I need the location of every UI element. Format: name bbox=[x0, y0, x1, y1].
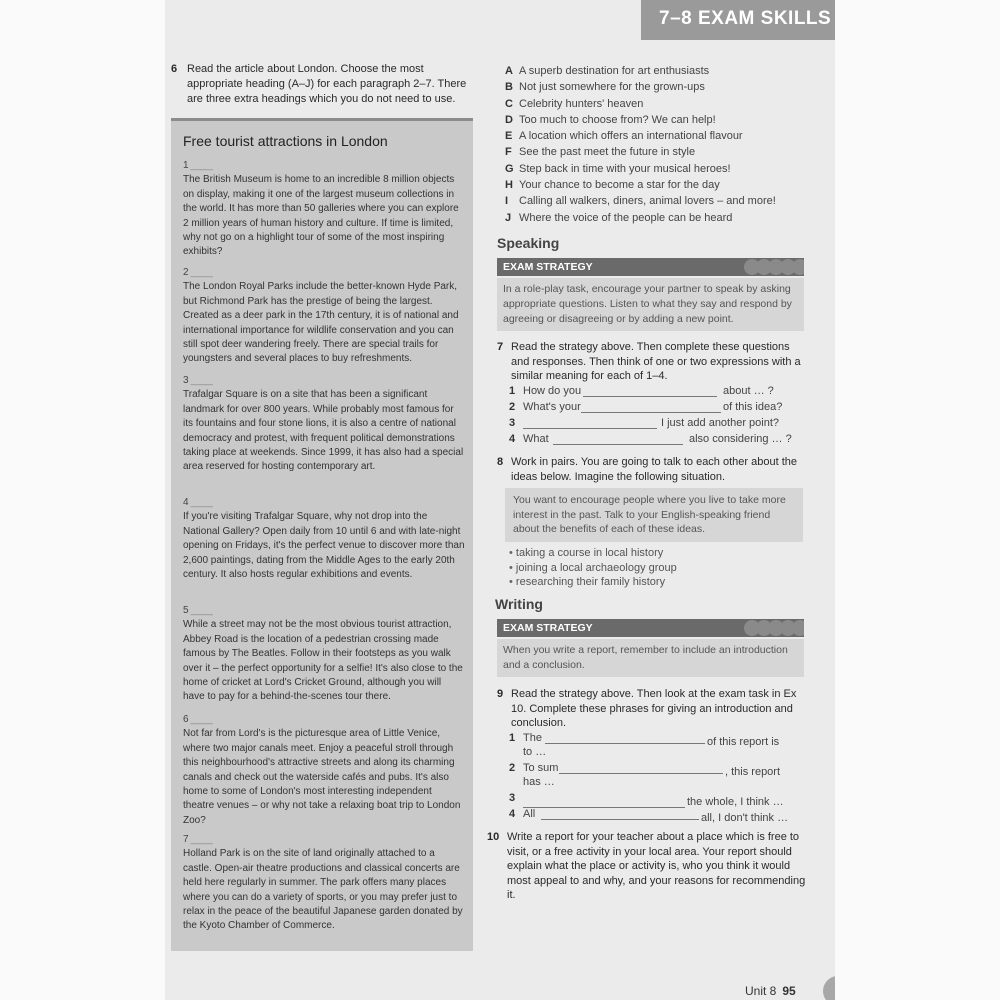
speaking-heading: Speaking bbox=[497, 235, 560, 251]
list-item: • researching their family history bbox=[509, 575, 799, 590]
writing-strategy-box: When you write a report, remember to include an introduction and a conclusion. bbox=[497, 639, 804, 677]
paragraph-number: 2 ____ bbox=[183, 266, 465, 280]
answer-blank[interactable] bbox=[541, 808, 699, 820]
list-item: • taking a course in local history bbox=[509, 546, 799, 561]
corner-tab bbox=[823, 976, 835, 1000]
paragraph-number: 5 ____ bbox=[183, 604, 465, 618]
section-banner: 7–8 EXAM SKILLS bbox=[641, 0, 835, 40]
decorative-dots bbox=[744, 258, 804, 276]
list-item: • joining a local archaeology group bbox=[509, 561, 799, 576]
question-number: 7 bbox=[497, 341, 504, 353]
answer-blank[interactable] bbox=[545, 732, 705, 744]
writing-strategy-bar: EXAM STRATEGY bbox=[497, 619, 804, 637]
question-text: Work in pairs. You are going to talk to each other about the ideas below. Imagine the following situation. bbox=[511, 456, 797, 483]
paragraph-number: 1 ____ bbox=[183, 159, 465, 173]
article-paragraph bbox=[183, 833, 465, 934]
question-text: Read the strategy above. Then complete these questions and responses. Then think of one or two expressions with a similar meaning for each of 1–4. bbox=[511, 341, 801, 382]
heading-option: B Not just somewhere for the grown-ups bbox=[505, 81, 705, 94]
article-paragraph bbox=[183, 604, 465, 705]
paragraph-number: 6 ____ bbox=[183, 713, 465, 727]
heading-option: F See the past meet the future in style bbox=[505, 146, 696, 159]
article-paragraph bbox=[183, 266, 465, 367]
unit-label: Unit 8 bbox=[745, 984, 777, 998]
ideas-list bbox=[509, 546, 799, 590]
page-number: 95 bbox=[782, 984, 796, 998]
article-paragraph bbox=[183, 713, 465, 828]
question-9 bbox=[497, 687, 807, 729]
fill-in-item: 1 The of this report is to … bbox=[509, 732, 780, 758]
fill-in-item: 3 I just add another point? bbox=[509, 417, 780, 429]
paragraph-text: The London Royal Parks include the better-known Hyde Park, but Richmond Park has the prestige of being the largest. Created as a deer park in the 17th century, it is of national and international importance for wildlife conservation and you can still spot deer wandering freely. There are special trails for youngsters and several places to buy refreshments. bbox=[183, 281, 459, 365]
question-number: 8 bbox=[497, 456, 504, 468]
paragraph-number: 3 ____ bbox=[183, 374, 465, 388]
headings-list bbox=[505, 63, 825, 226]
fill-in-item: 2 To sum , this report has … bbox=[509, 762, 781, 788]
question-8 bbox=[497, 455, 807, 483]
speaking-strategy-box: In a role-play task, encourage your partner to speak by asking appropriate questions. Listen to what they say and respond by agreeing or disagreeing or by adding a new point. bbox=[497, 278, 804, 331]
heading-option: I Calling all walkers, diners, animal lovers – and more! bbox=[505, 195, 776, 208]
answer-blank[interactable] bbox=[583, 385, 717, 397]
answer-blank[interactable] bbox=[523, 417, 657, 429]
fill-in-item: 3 the whole, I think … bbox=[509, 792, 784, 808]
question-10 bbox=[487, 830, 809, 901]
paragraph-number: 7 ____ bbox=[183, 833, 465, 847]
heading-option: C Celebrity hunters' heaven bbox=[505, 97, 644, 110]
heading-option: J Where the voice of the people can be heard bbox=[505, 211, 733, 224]
page-footer bbox=[745, 984, 796, 998]
heading-option: H Your chance to become a star for the day bbox=[505, 179, 720, 192]
paragraph-text: The British Museum is home to an incredible 8 million objects on display, making it one of the largest museum collections in the world. It has more than 50 galleries where you can explore 2 million years of human history and culture. If time is limited, why not go on a highlight tour of some of the most inspiring exhibits? bbox=[183, 174, 459, 258]
answer-blank[interactable] bbox=[523, 796, 685, 808]
right-margin bbox=[835, 0, 1000, 1000]
paragraph-text: While a street may not be the most obvious tourist attraction, Abbey Road is the location of a pedestrian crossing made famous by The Beatles. Follow in their footsteps as you walk over it – the perfect opportunity for a selfie! It's also close to the home of cricket at Lord's Cricket Ground, although you will have to pay for a behind-the-scenes tour there. bbox=[183, 619, 463, 703]
heading-option: G Step back in time with your musical heroes! bbox=[505, 162, 731, 175]
writing-heading: Writing bbox=[495, 596, 543, 612]
article-paragraph bbox=[183, 159, 465, 260]
paragraph-text: Holland Park is on the site of land originally attached to a castle. Open-air theatre productions and classical concerts are held here regularly in summer. The park offers many places where you can do a variety of sports, or you may prefer just to relax in the peace of the beautiful Japanese garden donated by the Kyoto Chamber of Commerce. bbox=[183, 848, 463, 932]
paragraph-text: Not far from Lord's is the picturesque area of Little Venice, where two major canals meet. Enjoy a peaceful stroll through this neighbourhood's attractive streets and along its charming canals and check out the waterside cafés and pubs. It's also home to some of London's most interesting independent theatre venues – or why not take a relaxing boat trip to London Zoo? bbox=[183, 728, 461, 826]
answer-blank[interactable] bbox=[553, 433, 683, 445]
question-number: 10 bbox=[487, 831, 500, 843]
textbook-page bbox=[165, 0, 835, 1000]
situation-box: You want to encourage people where you live to take more interest in the past. Talk to your English-speaking friend about the benefits of each of these ideas. bbox=[505, 488, 803, 542]
fill-in-item: 4 All all, I don't think … bbox=[509, 808, 789, 824]
article-paragraph bbox=[183, 374, 465, 475]
left-margin bbox=[0, 0, 165, 1000]
paragraph-text: If you're visiting Trafalgar Square, why not drop into the National Gallery? Open daily from 10 until 6 and with late-night opening on Fridays, it's the perfect venue to discover more than 2,600 paintings, dating from the Middle Ages to the early 20th century. It also hosts regular exhibitions and events. bbox=[183, 511, 465, 581]
fill-in-item: 4 What also considering … ? bbox=[509, 433, 792, 445]
article-title: Free tourist attractions in London bbox=[183, 133, 388, 149]
heading-option: E A location which offers an international flavour bbox=[505, 130, 743, 143]
question-text: Read the strategy above. Then look at the exam task in Ex 10. Complete these phrases for giving an introduction and conclusion. bbox=[511, 688, 797, 729]
question-number: 6 bbox=[171, 63, 178, 75]
answer-blank[interactable] bbox=[559, 762, 723, 774]
fill-in-item: 2 What's your of this idea? bbox=[509, 401, 783, 413]
question-7 bbox=[497, 340, 807, 382]
article-paragraph bbox=[183, 496, 465, 582]
decorative-dots bbox=[744, 619, 804, 637]
heading-option: A A superb destination for art enthusiasts bbox=[505, 65, 710, 77]
question-number: 9 bbox=[497, 688, 504, 700]
speaking-strategy-bar: EXAM STRATEGY bbox=[497, 258, 804, 276]
question-6 bbox=[171, 62, 471, 105]
answer-blank[interactable] bbox=[581, 401, 721, 413]
question-text: Write a report for your teacher about a place which is free to visit, or a free activity in your local area. Your report should explain what the place or activity is, who you think it would most appeal to and why, and your reasons for recommending it. bbox=[507, 831, 806, 901]
heading-option: D Too much to choose from? We can help! bbox=[505, 113, 716, 126]
question-text: Read the article about London. Choose the most appropriate heading (A–J) for each paragraph 2–7. There are three extra headings which you do not need to use. bbox=[187, 63, 467, 105]
paragraph-text: Trafalgar Square is on a site that has been a significant landmark for over 800 years. While probably most famous for its fountains and four stone lions, it is also a centre of national democracy and protest, with frequent political demonstrations taking place at weekends. Since 1999, it has also had a special area reserved for hosting contemporary art. bbox=[183, 389, 464, 473]
fill-in-item: 1 How do you about … ? bbox=[509, 385, 774, 397]
article-box bbox=[171, 118, 473, 951]
paragraph-number: 4 ____ bbox=[183, 496, 465, 510]
